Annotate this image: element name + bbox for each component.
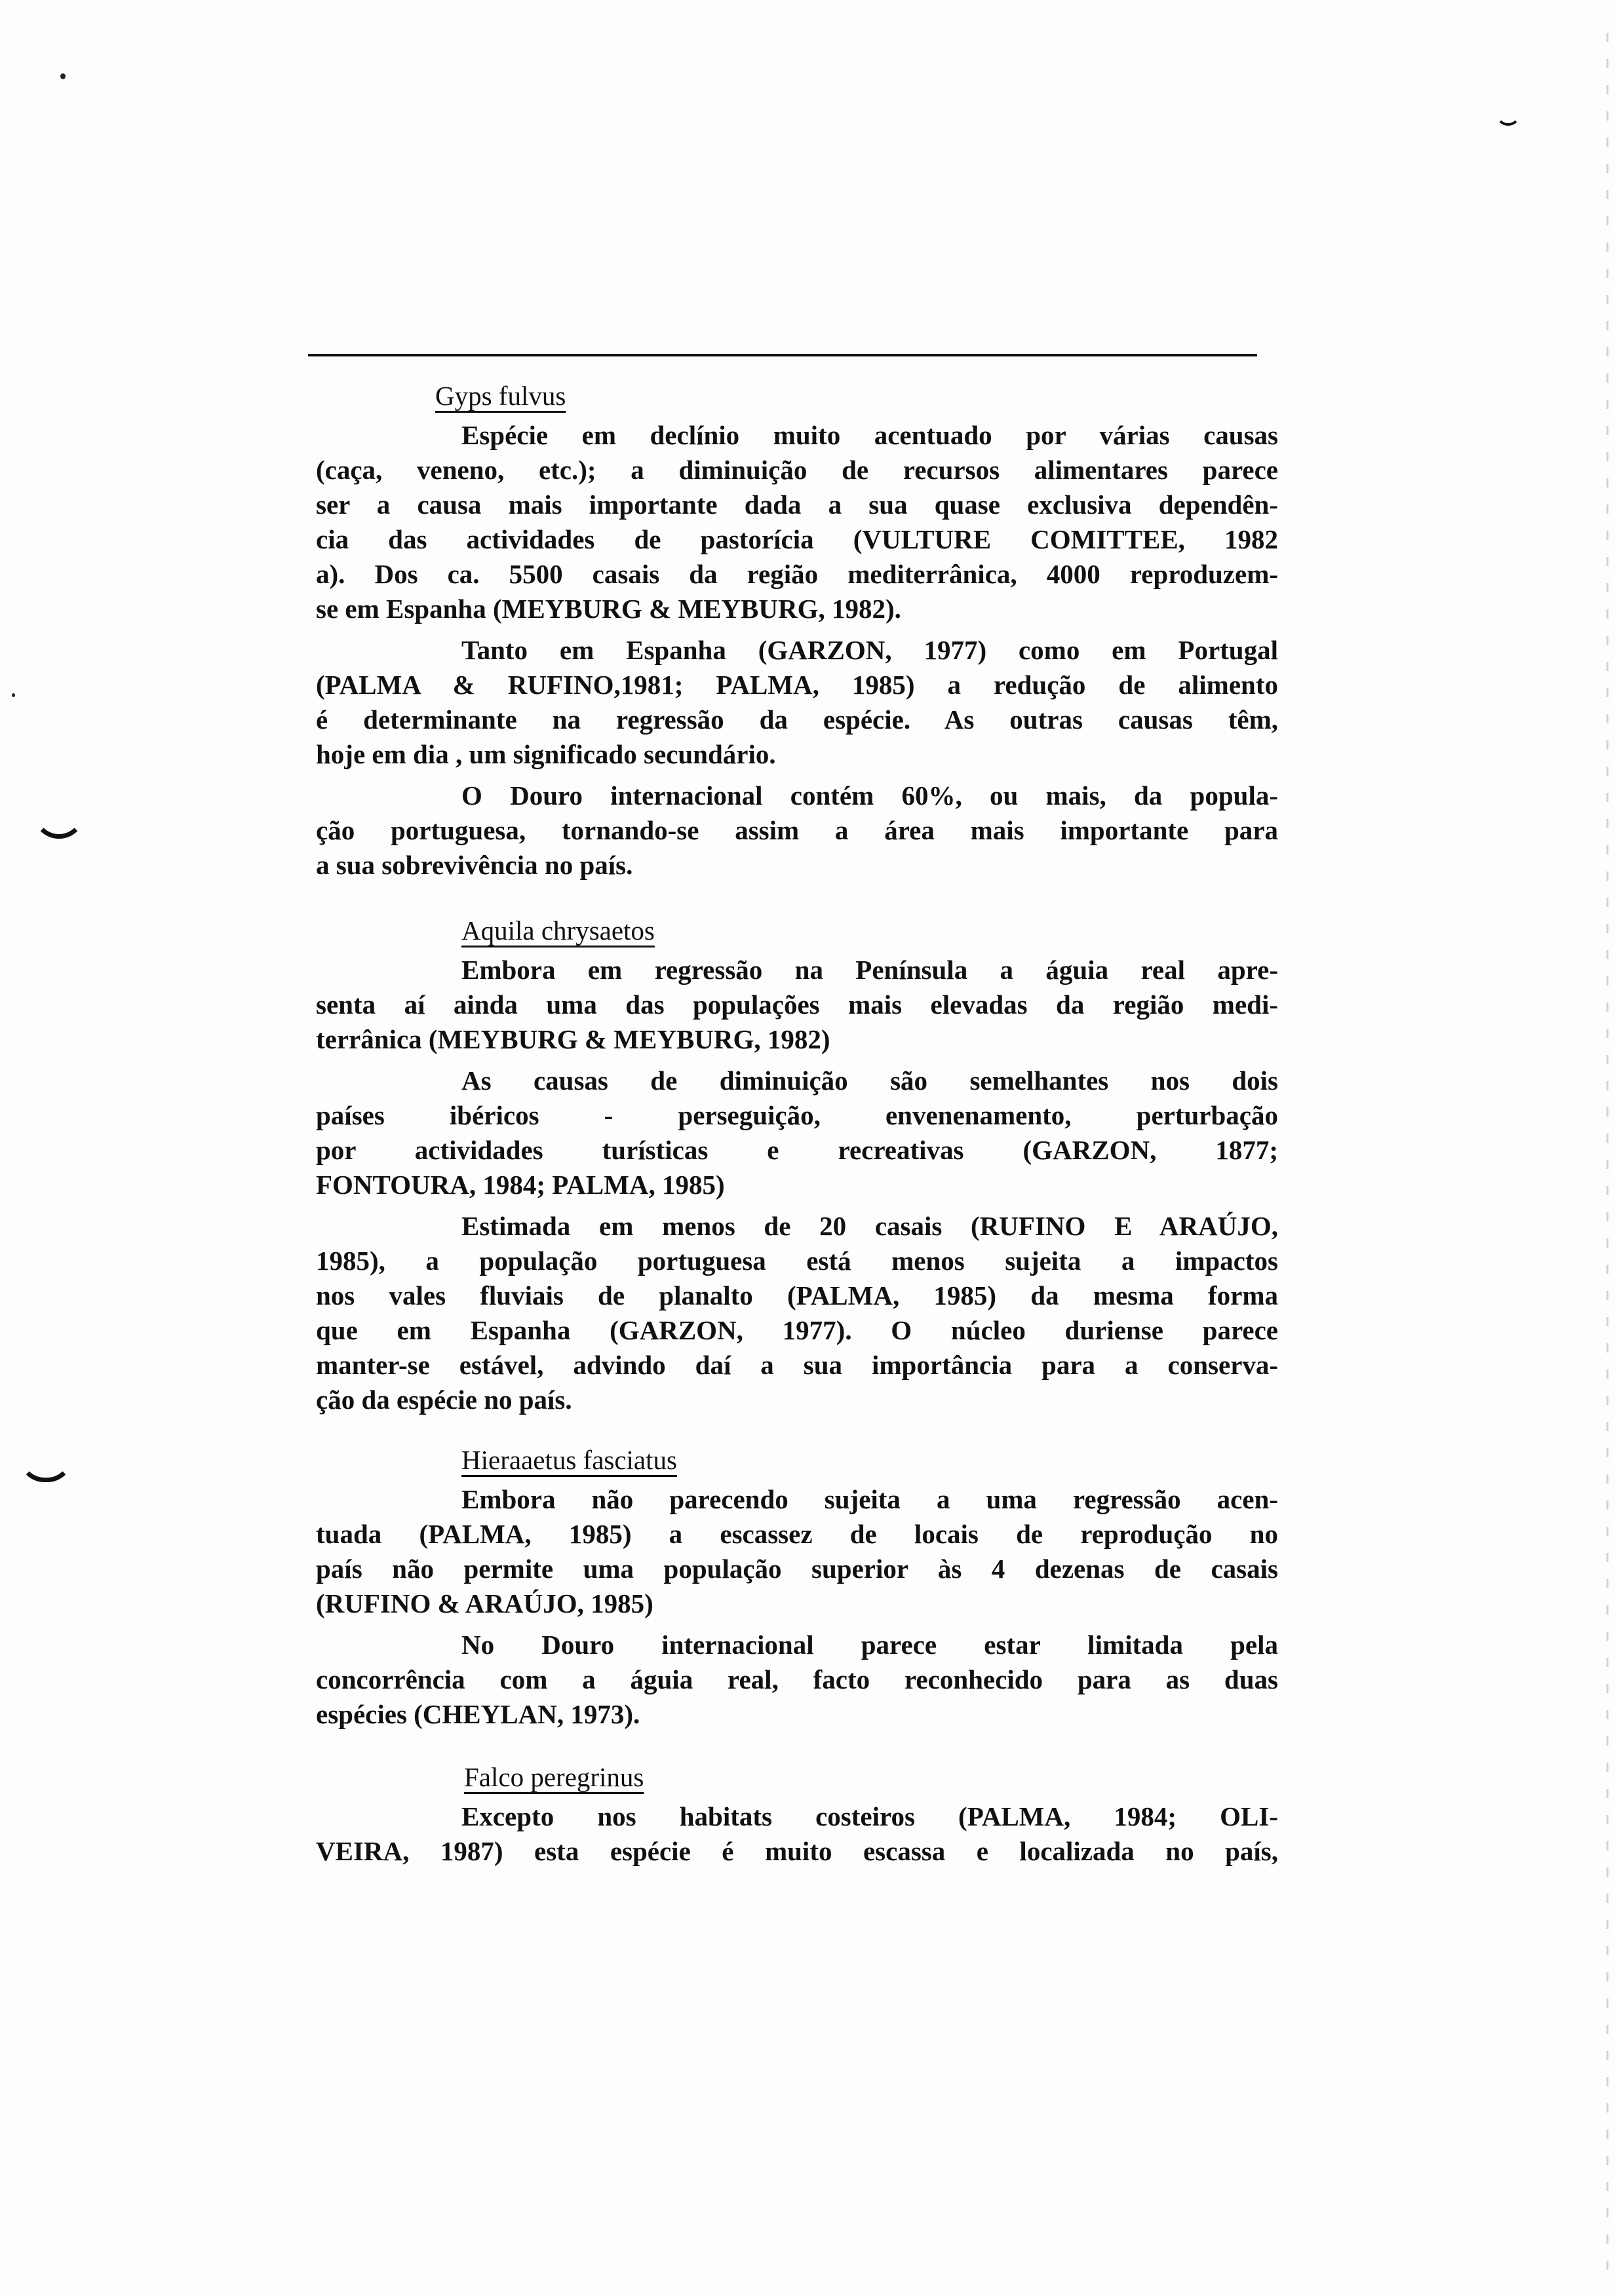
text-line: senta aí ainda uma das populações mais elevadas da região medi- bbox=[316, 989, 1278, 1020]
text-line: a sua sobrevivência no país. bbox=[316, 850, 633, 880]
text-line: manter-se estável, advindo daí a sua importância para a conserva- bbox=[316, 1350, 1278, 1380]
text-line: (PALMA & RUFINO,1981; PALMA, 1985) a redução de alimento bbox=[316, 670, 1278, 700]
text-line: Espécie em declínio muito acentuado por várias causas bbox=[461, 420, 1278, 450]
section-heading: Hieraaetus fasciatus bbox=[461, 1445, 677, 1475]
scan-speck bbox=[60, 73, 66, 79]
text-line: No Douro internacional parece estar limitada pela bbox=[461, 1630, 1278, 1660]
text-line: ção da espécie no país. bbox=[316, 1385, 572, 1415]
scan-speck bbox=[12, 693, 15, 697]
text-line: VEIRA, 1987) esta espécie é muito escassa e localizada no país, bbox=[316, 1836, 1278, 1866]
text-line: (caça, veneno, etc.); a diminuição de recursos alimentares parece bbox=[316, 455, 1278, 485]
text-line: Excepto nos habitats costeiros (PALMA, 1984; OLI- bbox=[461, 1801, 1278, 1831]
section-heading: Aquila chrysaetos bbox=[461, 915, 655, 946]
text-line: espécies (CHEYLAN, 1973). bbox=[316, 1699, 640, 1729]
text-line: Estimada em menos de 20 casais (RUFINO E ARAÚJO, bbox=[461, 1211, 1278, 1241]
text-line: que em Espanha (GARZON, 1977). O núcleo duriense parece bbox=[316, 1315, 1278, 1345]
text-line: O Douro internacional contém 60%, ou mais, da popula- bbox=[461, 780, 1278, 811]
text-line: As causas de diminuição são semelhantes nos dois bbox=[461, 1065, 1278, 1096]
text-line: ser a causa mais importante dada a sua quase exclusiva dependên- bbox=[316, 489, 1278, 520]
punch-mark bbox=[33, 807, 85, 839]
text-line: Embora em regressão na Península a águia real apre- bbox=[461, 955, 1278, 985]
text-line: Tanto em Espanha (GARZON, 1977) como em Portugal bbox=[461, 635, 1278, 665]
text-line: por actividades turísticas e recreativas (GARZON, 1877; bbox=[316, 1135, 1278, 1165]
text-line: 1985), a população portuguesa está menos sujeita a impactos bbox=[316, 1246, 1278, 1276]
text-line: a). Dos ca. 5500 casais da região mediterrânica, 4000 reproduzem- bbox=[316, 559, 1278, 589]
section-heading: Gyps fulvus bbox=[435, 381, 566, 411]
text-line: se em Espanha (MEYBURG & MEYBURG, 1982). bbox=[316, 594, 901, 624]
text-line: é determinante na regressão da espécie. As outras causas têm, bbox=[316, 704, 1278, 735]
text-line: cia das actividades de pastorícia (VULTURE COMITTEE, 1982 bbox=[316, 524, 1278, 554]
scan-edge-noise bbox=[1606, 33, 1608, 2274]
text-line: país não permite uma população superior às 4 dezenas de casais bbox=[316, 1554, 1278, 1584]
text-line: hoje em dia , um significado secundário. bbox=[316, 739, 776, 769]
top-rule bbox=[308, 354, 1257, 356]
text-line: concorrência com a águia real, facto reconhecido para as duas bbox=[316, 1664, 1278, 1694]
text-line: terrânica (MEYBURG & MEYBURG, 1982) bbox=[316, 1024, 830, 1054]
text-line: tuada (PALMA, 1985) a escassez de locais de reprodução no bbox=[316, 1519, 1278, 1549]
scan-mark bbox=[1496, 109, 1521, 126]
text-line: FONTOURA, 1984; PALMA, 1985) bbox=[316, 1170, 725, 1200]
punch-mark bbox=[18, 1449, 73, 1482]
text-line: Embora não parecendo sujeita a uma regressão acen- bbox=[461, 1484, 1278, 1514]
text-line: (RUFINO & ARAÚJO, 1985) bbox=[316, 1588, 653, 1618]
text-line: países ibéricos - perseguição, envenenamento, perturbação bbox=[316, 1100, 1278, 1130]
section-heading: Falco peregrinus bbox=[464, 1762, 644, 1792]
text-line: ção portuguesa, tornando-se assim a área mais importante para bbox=[316, 815, 1278, 845]
text-line: nos vales fluviais de planalto (PALMA, 1985) da mesma forma bbox=[316, 1280, 1278, 1311]
